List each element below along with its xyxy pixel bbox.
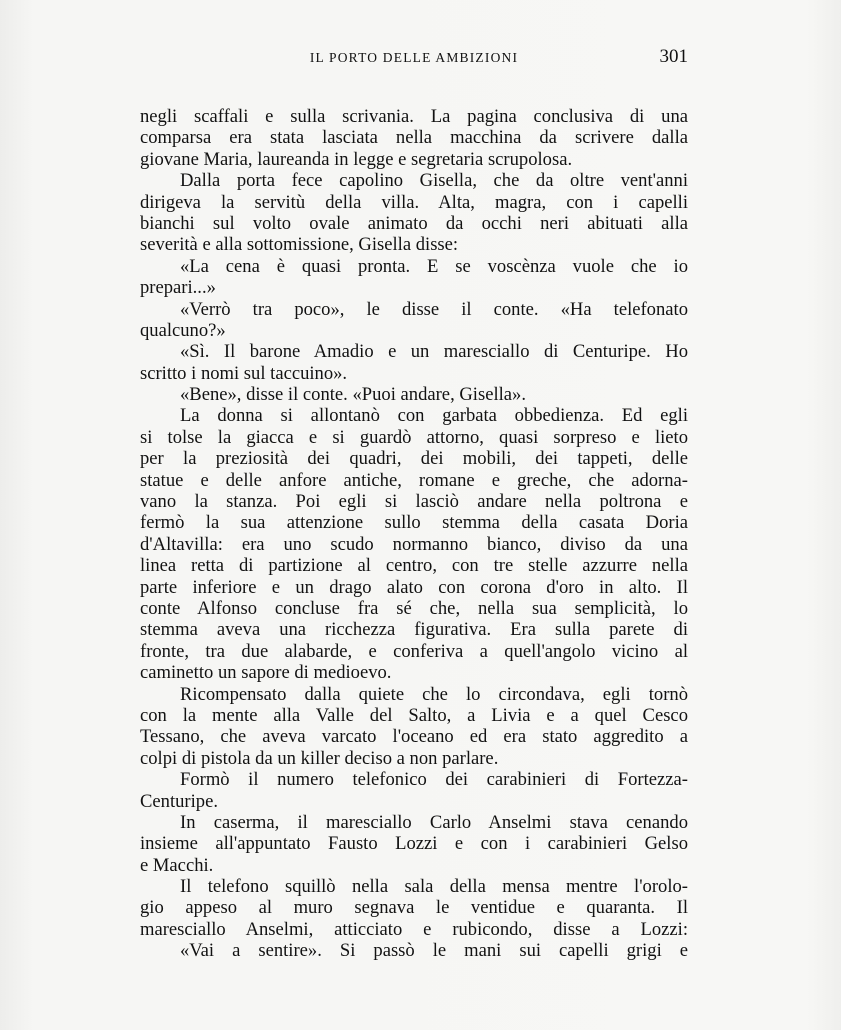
text-line: fronte, tra due alabarde, e conferiva a quell'angolo vicino al: [140, 640, 688, 662]
text-line: Dalla porta fece capolino Gisella, che da oltre vent'anni: [180, 170, 688, 192]
text-line: In caserma, il maresciallo Carlo Anselmi stava cenando: [180, 811, 688, 833]
text-line: linea retta di partizione al centro, con tre stelle azzurre nella: [140, 555, 688, 577]
text-line: La donna si allontanò con garbata obbedienza. Ed egli: [180, 405, 688, 427]
text-line: «Sì. Il barone Amadio e un maresciallo di Centuripe. Ho: [180, 341, 688, 363]
text-line: d'Altavilla: era uno scudo normanno bianco, diviso da una: [140, 533, 688, 555]
text-line: Ricompensato dalla quiete che lo circondava, egli tornò: [180, 683, 688, 705]
text-line: giovane Maria, laureanda in legge e segretaria scrupolosa.: [140, 148, 573, 170]
text-line: si tolse la giacca e si guardò attorno, quasi sorpreso e lieto: [140, 426, 688, 448]
text-line: severità e alla sottomissione, Gisella disse:: [140, 234, 459, 256]
body-text: [140, 106, 688, 962]
text-line: bianchi sul volto ovale animato da occhi neri abituati alla: [140, 212, 688, 234]
running-title: IL PORTO DELLE AMBIZIONI: [309, 50, 519, 65]
text-line: caminetto un sapore di medioevo.: [140, 662, 392, 684]
text-line: Centuripe.: [140, 790, 218, 812]
text-line: conte Alfonso concluse fra sé che, nella sua semplicità, lo: [140, 597, 688, 619]
text-line: colpi di pistola da un killer deciso a non parlare.: [140, 747, 499, 769]
text-line: comparsa era stata lasciata nella macchina da scrivere dalla: [140, 127, 688, 149]
text-line: insieme all'appuntato Fausto Lozzi e con i carabinieri Gelso: [140, 833, 688, 855]
text-line: per la preziosità dei quadri, dei mobili, dei tappeti, delle: [140, 448, 688, 470]
text-line: «La cena è quasi pronta. E se voscènza vuole che io: [180, 255, 688, 277]
text-line: Il telefono squillò nella sala della mensa mentre l'orolo-: [180, 876, 688, 898]
text-line: scritto i nomi sul taccuino».: [140, 362, 348, 384]
text-line: gio appeso al muro segnava le ventidue e quaranta. Il: [140, 897, 688, 919]
text-line: statue e delle anfore antiche, romane e greche, che adorna-: [140, 469, 688, 491]
text-line: fermò la sua attenzione sullo stemma della casata Doria: [140, 512, 688, 534]
text-line: qualcuno?»: [140, 319, 226, 341]
text-line: con la mente alla Valle del Salto, a Livia e a quel Cesco: [140, 704, 688, 726]
page-number: 301: [659, 46, 688, 67]
text-line: parte inferiore e un drago alato con corona d'oro in alto. Il: [140, 576, 688, 598]
text-line: Tessano, che aveva varcato l'oceano ed era stato aggredito a: [140, 726, 688, 748]
text-line: negli scaffali e sulla scrivania. La pagina conclusiva di una: [140, 106, 688, 127]
text-line: Formò il numero telefonico dei carabinieri di Fortezza-: [180, 769, 688, 791]
text-line: vano la stanza. Poi egli si lasciò andare nella poltrona e: [140, 491, 688, 513]
text-line: «Bene», disse il conte. «Puoi andare, Gisella».: [180, 384, 526, 406]
running-head: [140, 46, 688, 70]
text-line: e Macchi.: [140, 854, 214, 876]
text-line: prepari...»: [140, 277, 216, 299]
text-line: «Vai a sentire». Si passò le mani sui capelli grigi e: [180, 940, 688, 962]
text-line: maresciallo Anselmi, atticciato e rubicondo, disse a Lozzi:: [140, 918, 688, 940]
text-line: dirigeva la servitù della villa. Alta, magra, con i capelli: [140, 191, 688, 213]
text-line: «Verrò tra poco», le disse il conte. «Ha telefonato: [180, 298, 688, 320]
text-line: stemma aveva una ricchezza figurativa. Era sulla parete di: [140, 619, 688, 641]
